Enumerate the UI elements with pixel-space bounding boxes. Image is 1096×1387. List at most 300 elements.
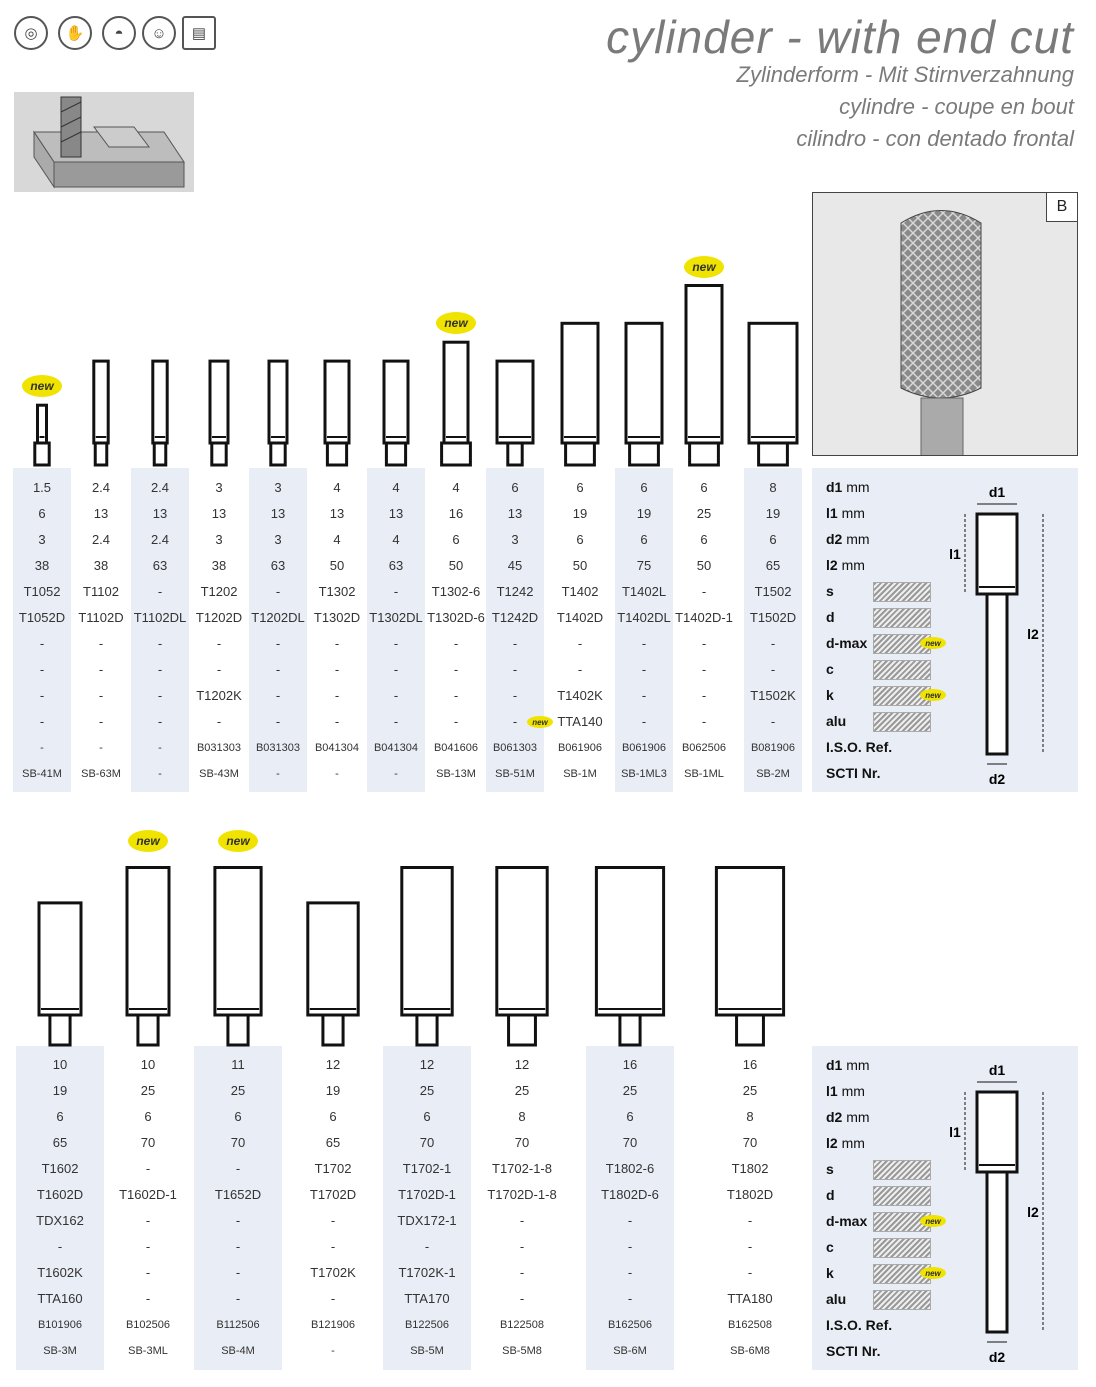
tool-shank	[759, 443, 788, 465]
cell-l2: 50	[572, 558, 588, 573]
tool-outline	[716, 868, 783, 1046]
cell-d1: 12	[514, 1057, 530, 1072]
cell-d: T1402DL	[617, 610, 671, 625]
legend-label-text: d1	[826, 479, 843, 495]
cut-pattern-swatch	[873, 712, 931, 732]
new-badge: new	[22, 375, 62, 397]
cell-d1: 6	[576, 480, 584, 495]
cell-dmax: -	[577, 636, 583, 651]
cell-k: T1202K	[196, 688, 242, 703]
tool-outlines-row2	[0, 820, 812, 1050]
legend-label-text: d-max	[826, 1213, 868, 1229]
cell-s: T1302-6	[431, 584, 481, 599]
cell-d2: 6	[576, 532, 584, 547]
cell-l2: 38	[211, 558, 227, 573]
legend-label-text: I.S.O. Ref.	[826, 1317, 893, 1333]
cell-d1: 2.4	[91, 480, 111, 495]
cell-dmax: -	[393, 636, 399, 651]
legend-label-text: d-max	[826, 635, 868, 651]
legend-label-text: k	[826, 687, 834, 703]
cell-iso: -	[158, 742, 162, 754]
cell-s: T1802-6	[605, 1161, 655, 1176]
cell-l2: 38	[34, 558, 50, 573]
cell-c: -	[157, 662, 163, 677]
cell-l2: 70	[622, 1135, 638, 1150]
tool-head	[39, 903, 81, 1015]
legend-label-text: l1	[826, 505, 838, 521]
cell-c: -	[627, 1239, 633, 1254]
cell-d: T1202DL	[251, 610, 305, 625]
cell-c: -	[424, 1239, 430, 1254]
cell-k: T1702K	[310, 1265, 356, 1280]
diagram-l2-label: l2	[1027, 1204, 1039, 1220]
cell-l1: 13	[270, 506, 286, 521]
legend-unit: mm	[837, 1083, 865, 1099]
cell-s: T1702	[314, 1161, 352, 1176]
tool-outline	[402, 868, 452, 1046]
legend-unit: mm	[842, 1109, 870, 1125]
cut-pattern-swatch	[873, 1238, 931, 1258]
tool-head	[127, 868, 169, 1016]
tool-head	[402, 868, 452, 1016]
legend-label	[826, 1260, 834, 1286]
legend-label-text: l1	[826, 1083, 838, 1099]
cell-k: -	[393, 688, 399, 703]
cell-l1: 13	[388, 506, 404, 521]
diagram-head	[977, 1092, 1017, 1172]
legend-label-text: l2	[826, 557, 838, 573]
cell-iso: B081906	[750, 742, 796, 754]
cell-s: -	[701, 584, 707, 599]
cell-k: -	[235, 1265, 241, 1280]
cell-scti: SB-4M	[221, 1345, 255, 1357]
cell-alu: -	[235, 1291, 241, 1306]
tool-shank	[95, 443, 107, 465]
tool-outline	[153, 361, 167, 465]
legend-label-text: d2	[826, 531, 843, 547]
cell-alu: -	[330, 1291, 336, 1306]
diagram-shank	[987, 594, 1007, 754]
legend-label	[826, 760, 880, 786]
cell-k: -	[512, 688, 518, 703]
cell-iso: -	[40, 742, 44, 754]
cell-l2: 65	[765, 558, 781, 573]
cell-d2: 3	[215, 532, 223, 547]
tool-shank	[630, 443, 659, 465]
cell-k: T1402K	[557, 688, 603, 703]
title-es: cilindro - con dentado frontal	[796, 126, 1074, 151]
new-badge-mini: new	[920, 1267, 946, 1279]
diagram-shank	[987, 1172, 1007, 1332]
cell-scti: SB-3ML	[128, 1345, 168, 1357]
tool-outline	[210, 361, 228, 465]
cell-c: -	[770, 662, 776, 677]
helmet-icon: ◓	[102, 16, 136, 50]
cell-d2: 4	[392, 532, 400, 547]
cell-s: -	[145, 1161, 151, 1176]
tool-shank	[212, 443, 226, 465]
cell-s: T1702-1-8	[492, 1161, 552, 1176]
tool-head	[626, 323, 662, 443]
legend-label	[826, 1338, 880, 1364]
cell-d1: 16	[622, 1057, 638, 1072]
tool-head	[562, 323, 598, 443]
cell-iso: B062506	[681, 742, 727, 754]
tool-outline	[749, 323, 797, 465]
cell-k: -	[145, 1265, 151, 1280]
cell-s: -	[235, 1161, 241, 1176]
tool-shank	[442, 443, 471, 465]
cell-d: T1652D	[214, 1187, 262, 1202]
manual-icon: ▤	[182, 16, 216, 50]
cell-d2: 2.4	[150, 532, 170, 547]
title-en: cylinder - with end cut	[606, 11, 1074, 63]
cell-d2: 3	[274, 532, 282, 547]
cell-scti: -	[331, 1345, 335, 1357]
cell-d: T1602D	[36, 1187, 84, 1202]
cell-l2: 63	[388, 558, 404, 573]
cell-l1: 25	[514, 1083, 530, 1098]
mask-icon: ☺	[142, 16, 176, 50]
tool-shank	[323, 1015, 343, 1045]
cell-alu: TTA140	[557, 714, 603, 729]
cell-d1: 3	[215, 480, 223, 495]
new-badge: new	[436, 312, 476, 334]
cell-alu: -	[216, 714, 222, 729]
cell-d2: 6	[769, 532, 777, 547]
cell-alu: TTA170	[404, 1291, 450, 1306]
legend-unit: mm	[842, 479, 870, 495]
cell-iso: B031303	[196, 742, 242, 754]
legend-label	[826, 1208, 867, 1234]
cell-c: -	[216, 662, 222, 677]
legend-label	[826, 1130, 865, 1156]
cell-d1: 1.5	[32, 480, 52, 495]
tool-shank	[271, 443, 285, 465]
cell-l2: 50	[329, 558, 345, 573]
cell-alu: -	[157, 714, 163, 729]
tool-shank	[228, 1015, 248, 1045]
cell-iso: B061906	[621, 742, 667, 754]
cell-l2: 65	[325, 1135, 341, 1150]
cell-iso: B031303	[255, 742, 301, 754]
cell-c: -	[393, 662, 399, 677]
cell-iso: B101906	[37, 1319, 83, 1331]
tool-outline	[94, 361, 108, 465]
application-illustration	[14, 92, 194, 192]
cell-c: -	[747, 1239, 753, 1254]
cell-alu: -	[512, 714, 518, 729]
title-de: Zylinderform - Mit Stirnverzahnung	[736, 62, 1074, 87]
cut-pattern-swatch	[873, 1186, 931, 1206]
legend-unit: mm	[837, 505, 865, 521]
cell-k: -	[334, 688, 340, 703]
cell-s: T1402L	[621, 584, 667, 599]
cell-dmax: -	[275, 636, 281, 651]
tool-outline	[269, 361, 287, 465]
cell-l2: 70	[230, 1135, 246, 1150]
cell-l1: 16	[448, 506, 464, 521]
tool-shank	[50, 1015, 70, 1045]
cell-alu: -	[519, 1291, 525, 1306]
cut-pattern-swatch	[873, 1290, 931, 1310]
cell-dmax: -	[216, 636, 222, 651]
cell-l2: 63	[270, 558, 286, 573]
new-badge-mini: new	[920, 689, 946, 701]
cell-d1: 4	[392, 480, 400, 495]
cell-k: -	[157, 688, 163, 703]
cell-d1: 12	[419, 1057, 435, 1072]
cell-c: -	[641, 662, 647, 677]
cell-scti: SB-5M8	[502, 1345, 542, 1357]
cell-alu: -	[770, 714, 776, 729]
cell-d: T1402D-1	[675, 610, 733, 625]
cell-d2: 6	[423, 1109, 431, 1124]
legend-label	[826, 1156, 834, 1182]
cell-s: -	[157, 584, 163, 599]
cell-d2: 6	[144, 1109, 152, 1124]
cell-d2: 6	[234, 1109, 242, 1124]
cell-d: T1702D-1	[398, 1187, 456, 1202]
cell-l2: 50	[448, 558, 464, 573]
tool-head	[215, 868, 261, 1016]
cell-l1: 19	[572, 506, 588, 521]
cell-d: T1102D	[78, 610, 124, 625]
cell-alu: -	[393, 714, 399, 729]
legend-label-text: d	[826, 1187, 835, 1203]
cell-l1: 25	[742, 1083, 758, 1098]
cell-dmax: -	[334, 636, 340, 651]
cell-d2: 6	[626, 1109, 634, 1124]
cell-k: -	[627, 1265, 633, 1280]
cell-c: -	[701, 662, 707, 677]
cell-l1: 13	[329, 506, 345, 521]
cell-d: T1052D	[18, 610, 66, 625]
cell-iso: B061303	[492, 742, 538, 754]
cell-scti: SB-1ML	[684, 768, 724, 780]
cell-iso: B122508	[499, 1319, 545, 1331]
cell-l1: 25	[230, 1083, 246, 1098]
tool-shank	[509, 1015, 536, 1045]
cell-l2: 75	[636, 558, 652, 573]
legend-unit: mm	[842, 1057, 870, 1073]
tool-head	[384, 361, 408, 443]
legend-unit: mm	[842, 531, 870, 547]
legend-label	[826, 552, 865, 578]
cell-scti: SB-13M	[436, 768, 476, 780]
cell-d: T1502D	[749, 610, 797, 625]
cell-scti: SB-2M	[756, 768, 790, 780]
cell-iso: B162508	[727, 1319, 773, 1331]
tool-shank	[386, 443, 405, 465]
legend-label	[826, 1078, 865, 1104]
cell-c: -	[330, 1239, 336, 1254]
legend-label-text: SCTI Nr.	[826, 765, 881, 781]
cell-l2: 65	[52, 1135, 68, 1150]
cell-d2: 8	[518, 1109, 526, 1124]
cell-dmax: -	[627, 1213, 633, 1228]
cell-l2: 70	[419, 1135, 435, 1150]
tool-head	[497, 868, 547, 1016]
cell-k: T1502K	[750, 688, 796, 703]
cell-scti: -	[335, 768, 339, 780]
cell-l2: 50	[696, 558, 712, 573]
legend-label	[826, 630, 867, 656]
cell-d2: 6	[56, 1109, 64, 1124]
cell-l2: 63	[152, 558, 168, 573]
cell-scti: SB-1M	[563, 768, 597, 780]
cell-l2: 70	[514, 1135, 530, 1150]
cell-d: T1602D-1	[119, 1187, 177, 1202]
cell-l1: 25	[140, 1083, 156, 1098]
cell-d: T1302DL	[369, 610, 423, 625]
cell-l1: 19	[52, 1083, 68, 1098]
cell-k: -	[641, 688, 647, 703]
tool-shank	[417, 1015, 437, 1045]
cell-l2: 70	[742, 1135, 758, 1150]
cell-d: T1102DL	[133, 610, 187, 625]
cell-c: -	[57, 1239, 63, 1254]
legend-label-text: c	[826, 1239, 834, 1255]
legend-label-text: SCTI Nr.	[826, 1343, 881, 1359]
tool-outline	[686, 286, 722, 466]
legend-label	[826, 1052, 870, 1078]
cell-c: -	[235, 1239, 241, 1254]
new-badge-mini: new	[920, 637, 946, 649]
tool-head	[497, 361, 533, 443]
legend-label-text: d1	[826, 1057, 843, 1073]
tool-outline	[127, 868, 169, 1046]
cell-d1: 10	[140, 1057, 156, 1072]
cell-iso: B041304	[314, 742, 360, 754]
title-fr: cylindre - coupe en bout	[839, 94, 1074, 119]
cell-iso: B121906	[310, 1319, 356, 1331]
cell-k: -	[519, 1265, 525, 1280]
cell-iso: B061906	[557, 742, 603, 754]
cell-l1: 19	[765, 506, 781, 521]
cell-iso: B162506	[607, 1319, 653, 1331]
tool-head	[596, 868, 663, 1016]
tool-shank	[620, 1015, 640, 1045]
cell-d1: 11	[231, 1057, 245, 1072]
cell-c: -	[453, 662, 459, 677]
cell-alu: -	[627, 1291, 633, 1306]
cell-l1: 13	[507, 506, 523, 521]
cell-scti: SB-41M	[22, 768, 62, 780]
cell-dmax: -	[330, 1213, 336, 1228]
cell-scti: SB-1ML3	[621, 768, 667, 780]
cell-d2: 3	[511, 532, 519, 547]
cell-iso: -	[99, 742, 103, 754]
cell-d: T1402D	[556, 610, 604, 625]
tool-shank	[35, 443, 49, 465]
cell-d2: 8	[746, 1109, 754, 1124]
cell-alu: -	[453, 714, 459, 729]
diagram-head	[977, 514, 1017, 594]
cell-k: -	[453, 688, 459, 703]
tool-head	[716, 868, 783, 1016]
new-badge: new	[684, 256, 724, 278]
legend-label	[826, 1182, 835, 1208]
cell-s: T1802	[731, 1161, 769, 1176]
cut-pattern-swatch	[873, 660, 931, 680]
legend-label	[826, 708, 846, 734]
cell-c: -	[275, 662, 281, 677]
new-badge-mini: new	[527, 716, 553, 728]
tool-outline	[596, 868, 663, 1046]
legend-label-text: alu	[826, 713, 847, 729]
cell-scti: SB-5M	[410, 1345, 444, 1357]
cell-l1: 13	[93, 506, 109, 521]
legend-label-text: d	[826, 609, 835, 625]
legend-label	[826, 734, 892, 760]
tool-head	[686, 286, 722, 444]
cell-d2: 2.4	[91, 532, 111, 547]
cell-d1: 6	[640, 480, 648, 495]
tool-head	[210, 361, 228, 443]
legend-label-text: k	[826, 1265, 834, 1281]
cell-iso: B122506	[404, 1319, 450, 1331]
glove-icon: ✋	[58, 16, 92, 50]
cell-dmax: -	[701, 636, 707, 651]
cell-scti: SB-43M	[199, 768, 239, 780]
tool-head	[444, 342, 468, 443]
tool-head	[308, 903, 358, 1015]
legend-label-text: s	[826, 583, 834, 599]
cell-scti: SB-3M	[43, 1345, 77, 1357]
tool-outline	[39, 903, 81, 1045]
cell-scti: SB-6M	[613, 1345, 647, 1357]
cell-l1: 6	[38, 506, 46, 521]
legend-label	[826, 526, 870, 552]
tool-head	[749, 323, 797, 443]
tool-shank	[154, 443, 166, 465]
cell-l1: 13	[152, 506, 168, 521]
tool-head	[94, 361, 108, 443]
new-badge: new	[128, 830, 168, 852]
cell-dmax: -	[453, 636, 459, 651]
cell-l2: 38	[93, 558, 109, 573]
cell-dmax: TDX172-1	[397, 1213, 457, 1228]
cell-d: T1242D	[491, 610, 539, 625]
cell-dmax: -	[512, 636, 518, 651]
cell-alu: -	[145, 1291, 151, 1306]
cell-d1: 6	[511, 480, 519, 495]
cell-d1: 16	[742, 1057, 758, 1072]
legend-label	[826, 1312, 892, 1338]
ear-protection-icon: ◎	[14, 16, 48, 50]
cell-iso: B041606	[433, 742, 479, 754]
cell-s: T1602	[41, 1161, 79, 1176]
cell-d: T1302D	[313, 610, 361, 625]
cell-l2: 45	[507, 558, 523, 573]
cell-alu: -	[275, 714, 281, 729]
legend-label-text: d2	[826, 1109, 843, 1125]
legend-label	[826, 1234, 834, 1260]
cell-d2: 6	[640, 532, 648, 547]
tool-outline	[325, 361, 349, 465]
cell-s: T1502	[754, 584, 792, 599]
cell-alu: -	[334, 714, 340, 729]
cut-pattern-swatch	[873, 1160, 931, 1180]
cut-pattern-swatch	[873, 582, 931, 602]
cell-d: T1802D-6	[601, 1187, 659, 1202]
cell-d: T1702D	[309, 1187, 357, 1202]
cell-dmax: -	[145, 1213, 151, 1228]
cell-c: -	[334, 662, 340, 677]
cell-l1: 25	[622, 1083, 638, 1098]
new-badge-mini: new	[920, 1215, 946, 1227]
